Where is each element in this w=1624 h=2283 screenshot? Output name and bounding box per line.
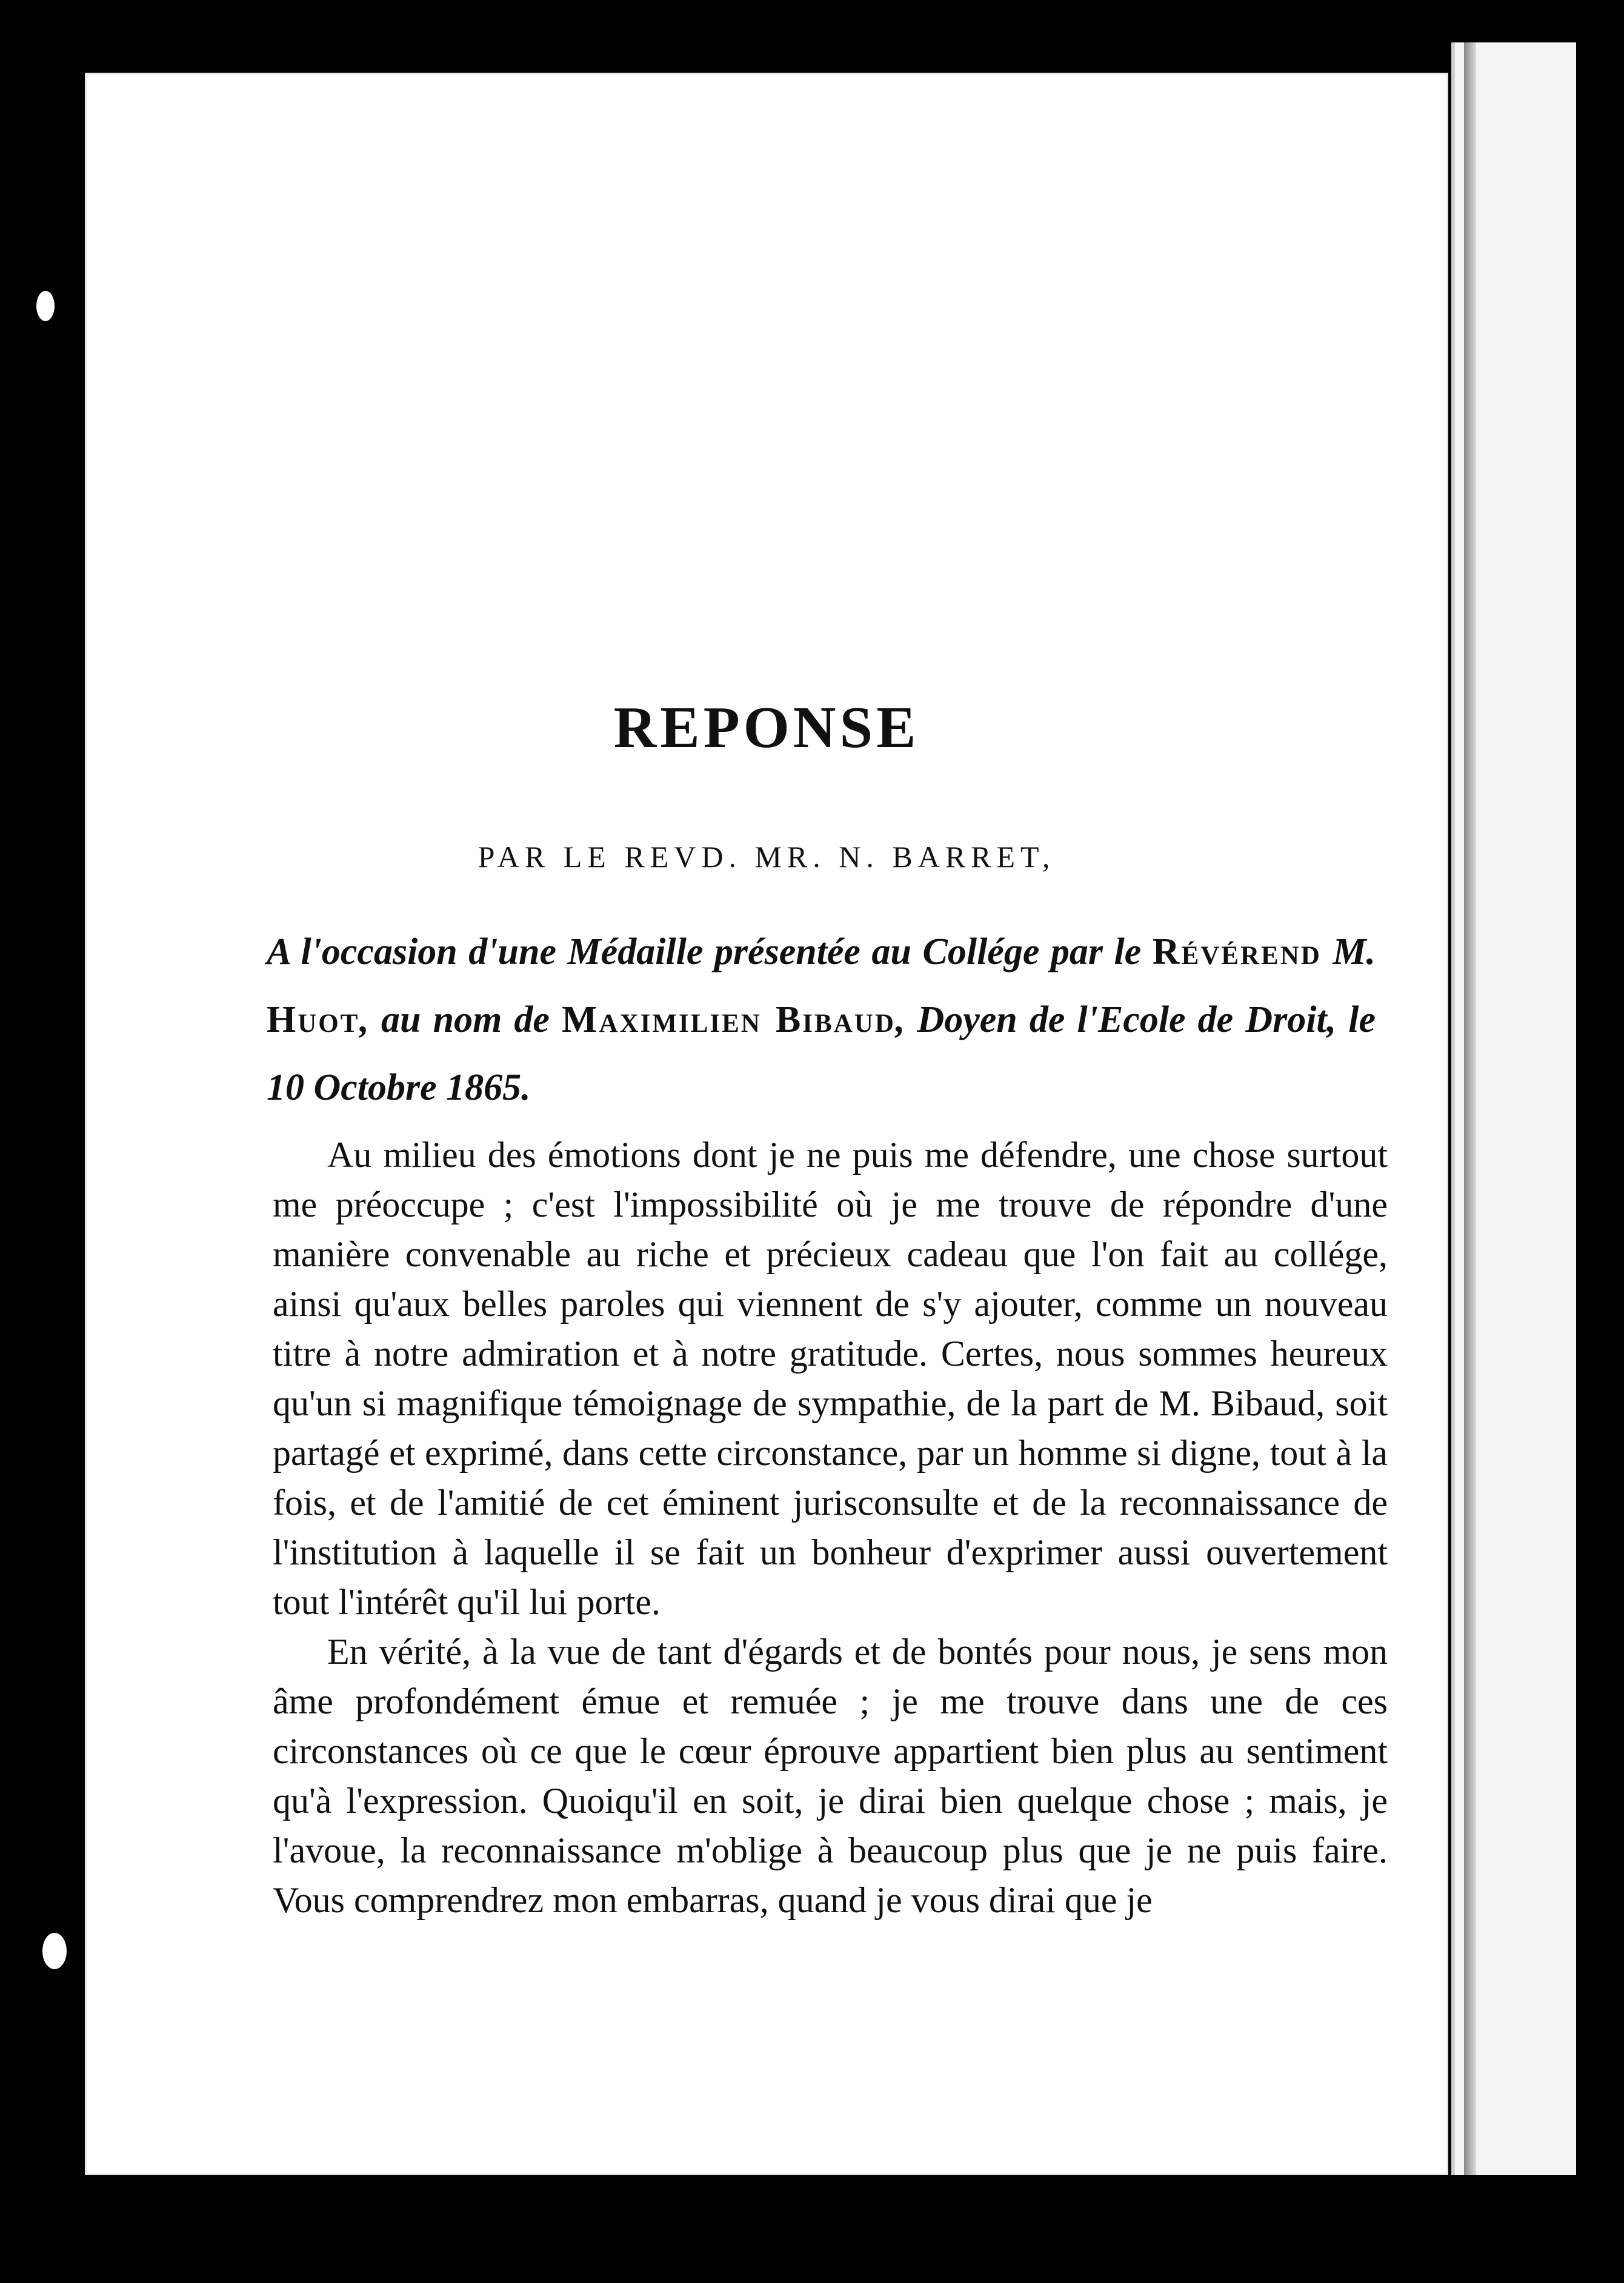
subtitle-smallcaps: Révérend [1152, 931, 1322, 972]
subtitle-smallcaps: Huot [267, 999, 360, 1040]
subtitle-part: , Doyen de l'Ecole de Droit, le 10 Octobre 1865. [267, 999, 1376, 1108]
scan-speck [36, 291, 55, 321]
subtitle-part: A l'occasion d'une Médaille présentée au Collége par le [267, 931, 1153, 972]
document-page [85, 73, 1448, 2175]
scan-speck [42, 1933, 67, 1969]
subtitle-part: , au nom de [359, 999, 562, 1040]
paragraph: Au milieu des émotions dont je ne puis me défendre, une chose surtout me préoccupe ; c'est l'impossibilité où je me trouve de répondre d'une manière convenable au riche et précieux cadeau que l'on fait au collége, ainsi qu'aux belles paroles qui viennent de s'y ajouter, comme un nouveau titre à notre admiration et à notre gratitude. Certes, nous sommes heureux qu'un si magnifique témoignage de sympathie, de la part de M. Bibaud, soit partagé et exprimé, dans cette circonstance, par un homme si digne, tout à la fois, et de l'amitié de cet éminent jurisconsulte et de la reconnaissance de l'institution à laquelle il se fait un bonheur d'exprimer aussi ouvertement tout l'intérêt qu'il lui porte. [273, 1135, 1388, 1622]
page-title: REPONSE [613, 695, 920, 760]
adjacent-page-edge [1451, 42, 1576, 2175]
body-text [273, 1130, 1388, 1925]
subtitle-part: M. [1321, 931, 1376, 972]
byline: PAR LE REVD. MR. N. BARRET, [478, 840, 1056, 874]
subtitle [267, 918, 1376, 1122]
subtitle-smallcaps: Maximilien Bibaud [562, 999, 896, 1040]
paragraph: En vérité, à la vue de tant d'égards et de bontés pour nous, je sens mon âme profondément émue et remuée ; je me trouve dans une de ces circonstances où ce que le cœur éprouve appartient bien plus au sentiment qu'à l'expression. Quoiqu'il en soit, je dirai bien quelque chose ; mais, je l'avoue, la reconnaissance m'oblige à beaucoup plus que je ne puis faire. Vous comprendrez mon embarras, quand je vous dirai que je [273, 1632, 1388, 1920]
